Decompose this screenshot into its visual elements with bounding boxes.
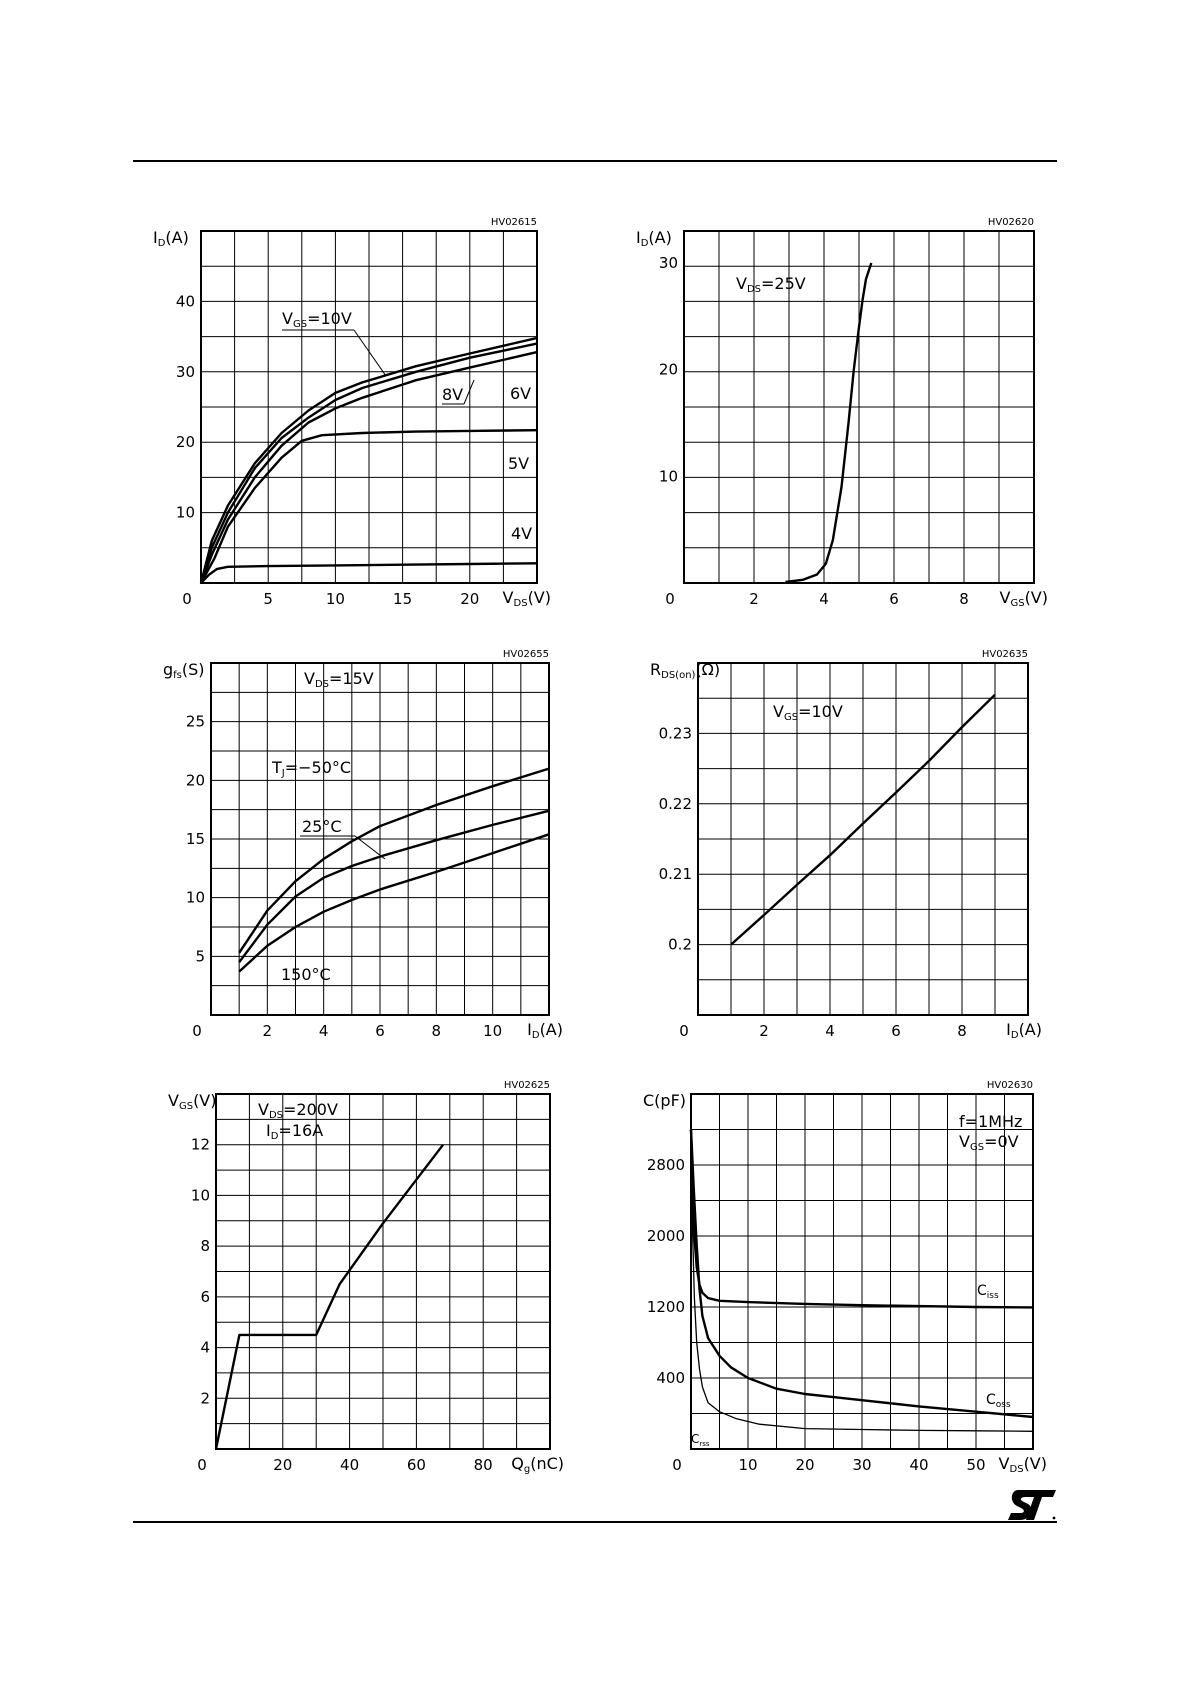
origin-label: 0 — [197, 1456, 207, 1474]
x-tick-label: 5 — [263, 590, 273, 608]
st-logo-icon — [1006, 1488, 1058, 1522]
figure-code: HV02615 — [490, 217, 537, 228]
x-tick-label: 6 — [889, 590, 899, 608]
y-tick-label: 5 — [195, 947, 205, 966]
y-axis-label: RDS(on)(Ω) — [650, 660, 721, 681]
chart-on-resistance — [650, 649, 1042, 1041]
x-tick-label: 2 — [759, 1022, 769, 1040]
y-tick-label: 0.21 — [658, 865, 692, 884]
figure-code: HV02620 — [987, 217, 1034, 228]
x-axis-label: VGS(V) — [999, 588, 1048, 609]
chart-transfer-characteristics — [636, 217, 1048, 609]
origin-label: 0 — [679, 1022, 689, 1040]
series-line — [786, 263, 872, 582]
figure-code: HV02635 — [981, 649, 1028, 660]
curve-label: TJ=−50°C — [272, 758, 352, 779]
origin-label: 0 — [192, 1022, 202, 1040]
x-tick-label: 20 — [795, 1456, 815, 1474]
curve-label: $C_{oss}$ — [986, 1392, 1011, 1410]
y-tick-label: 30 — [175, 362, 195, 381]
curve-label: VGS=10V — [282, 309, 352, 330]
y-axis-label: gfs(S) — [163, 660, 205, 681]
curve-label: 5V — [508, 454, 530, 473]
x-tick-label: 40 — [909, 1456, 929, 1474]
x-tick-label: 4 — [825, 1022, 835, 1040]
leader-line — [464, 380, 474, 404]
y-tick-label: 1200 — [646, 1298, 685, 1316]
y-tick-label: 6 — [200, 1287, 210, 1306]
y-axis-label: C(pF) — [643, 1091, 687, 1110]
series-line — [239, 769, 549, 953]
x-tick-label: 20 — [460, 590, 480, 608]
origin-label: 0 — [182, 590, 192, 608]
x-axis-label: Qg(nC) — [511, 1454, 564, 1475]
curve-label: 8V — [442, 385, 464, 404]
condition-label: f=1MHz — [959, 1112, 1023, 1131]
y-axis-label: ID(A) — [636, 228, 672, 249]
y-tick-label: 10 — [185, 888, 205, 907]
condition-label: VGS=10V — [773, 702, 843, 723]
y-tick-label: 15 — [185, 830, 205, 848]
curve-label: 4V — [511, 524, 533, 543]
y-tick-label: 10 — [658, 467, 678, 486]
y-tick-label: 20 — [185, 771, 205, 790]
origin-label: 0 — [672, 1456, 682, 1474]
x-tick-label: 10 — [325, 590, 345, 608]
y-axis-label: VGS(V) — [168, 1091, 217, 1112]
series-line — [239, 811, 549, 962]
y-tick-label: 0.23 — [658, 724, 692, 743]
chart-gate-charge — [168, 1080, 564, 1475]
x-axis-label: VDS(V) — [502, 588, 551, 609]
curve-label: 150°C — [281, 965, 331, 984]
y-tick-label: 10 — [175, 503, 195, 522]
y-tick-label: 12 — [190, 1135, 210, 1154]
y-axis-label: ID(A) — [153, 228, 189, 249]
x-tick-label: 30 — [852, 1456, 872, 1474]
series-line — [239, 834, 549, 971]
curve-label: $C_{rss}$ — [691, 1432, 710, 1448]
condition-label: VDS=200V — [258, 1100, 338, 1121]
x-tick-label: 4 — [318, 1022, 329, 1040]
x-tick-label: 2 — [749, 590, 759, 608]
x-tick-label: 40 — [340, 1456, 360, 1474]
x-tick-label: 10 — [483, 1022, 503, 1040]
condition-label: VDS=15V — [304, 669, 374, 690]
x-axis-label: VDS(V) — [998, 1454, 1047, 1475]
x-tick-label: 15 — [393, 590, 413, 608]
y-tick-label: 25 — [185, 712, 205, 731]
x-axis-label: ID(A) — [1006, 1020, 1042, 1041]
y-tick-label: 40 — [175, 292, 195, 311]
chart-output-characteristics — [153, 217, 551, 609]
figure-code: HV02655 — [502, 649, 549, 660]
y-tick-label: 2 — [200, 1389, 210, 1408]
x-tick-label: 20 — [273, 1456, 293, 1474]
y-tick-label: 0.2 — [668, 935, 692, 954]
x-tick-label: 60 — [406, 1456, 426, 1474]
curve-label: 6V — [510, 384, 532, 403]
chart-capacitance — [643, 1080, 1047, 1475]
x-tick-label: 10 — [738, 1456, 758, 1474]
y-tick-label: 2800 — [646, 1156, 685, 1174]
y-tick-label: 0.22 — [658, 794, 692, 813]
y-tick-label: 30 — [658, 254, 678, 272]
x-tick-label: 4 — [819, 590, 829, 608]
x-tick-label: 8 — [431, 1022, 442, 1040]
condition-label: VGS=0V — [959, 1132, 1019, 1153]
x-tick-label: 6 — [375, 1022, 385, 1040]
condition-label: ID=16A — [266, 1121, 324, 1142]
origin-label: 0 — [665, 590, 675, 608]
x-tick-label: 6 — [891, 1022, 901, 1040]
x-tick-label: 8 — [959, 590, 969, 608]
curve-label: $C_{iss}$ — [977, 1283, 999, 1301]
y-tick-label: 2000 — [646, 1227, 685, 1245]
chart-transconductance — [163, 649, 563, 1041]
y-tick-label: 20 — [658, 360, 678, 379]
y-tick-label: 400 — [656, 1369, 685, 1387]
x-tick-label: 8 — [957, 1022, 967, 1040]
condition-label: VDS=25V — [736, 274, 806, 295]
figure-code: HV02625 — [503, 1080, 550, 1091]
curve-label: 25°C — [302, 817, 342, 836]
y-tick-label: 10 — [190, 1186, 210, 1205]
x-tick-label: 80 — [473, 1456, 493, 1474]
figure-code: HV02630 — [986, 1080, 1033, 1091]
x-tick-label: 2 — [262, 1022, 273, 1040]
y-tick-label: 8 — [200, 1237, 210, 1256]
x-tick-label: 50 — [966, 1456, 986, 1474]
y-tick-label: 4 — [200, 1338, 210, 1357]
x-axis-label: ID(A) — [527, 1020, 563, 1041]
y-tick-label: 20 — [175, 433, 195, 452]
